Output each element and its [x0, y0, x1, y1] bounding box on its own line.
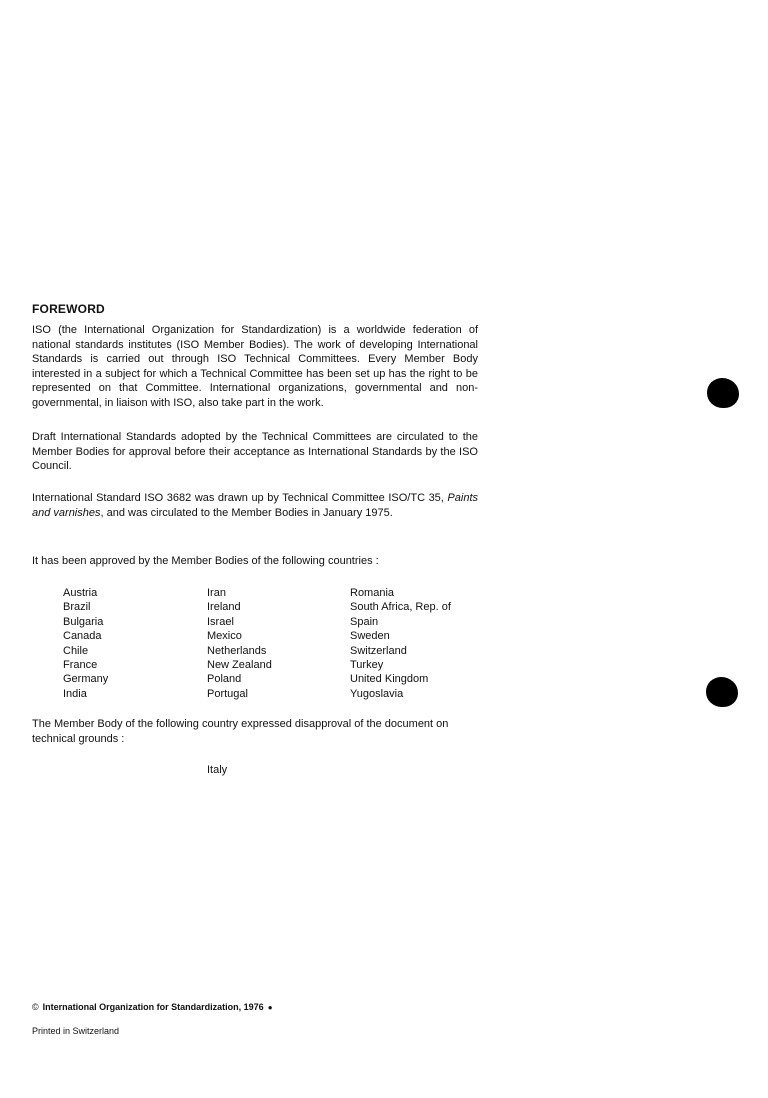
country-name: Romania: [350, 587, 395, 599]
country-name: Spain: [350, 615, 379, 628]
country-name: United Kingdom: [350, 673, 429, 686]
country-name: New Zealand: [207, 659, 272, 672]
standard-text-end: , and was circulated to the Member Bodies in January 1975.: [100, 506, 393, 519]
disapproving-country: Italy: [207, 764, 228, 776]
country-name: France: [63, 659, 98, 672]
countries-column-3: [350, 586, 451, 701]
approval-statement: It has been approved by the Member Bodies of the following countries :: [32, 555, 379, 567]
country-name: Iran: [207, 587, 226, 599]
country-name: Germany: [63, 673, 109, 686]
disapproval-statement: The Member Body of the following country expressed disapproval of the document on technical grounds :: [32, 718, 449, 745]
countries-column-2: [207, 586, 272, 701]
bullet-icon: ●: [267, 1003, 273, 1012]
punch-hole-bottom: [706, 677, 738, 707]
country-name: Yugoslavia: [350, 687, 404, 700]
country-name: Sweden: [350, 630, 390, 643]
foreword-paragraph-standard: [32, 491, 478, 520]
country-name: Switzerland: [350, 644, 407, 657]
country-name: Mexico: [207, 630, 242, 643]
country-name: Chile: [63, 644, 89, 657]
country-name: Portugal: [207, 687, 248, 700]
copyright-notice: [32, 1002, 273, 1012]
country-name: Bulgaria: [63, 615, 104, 628]
committee-title: Paints and varnishes: [32, 492, 478, 519]
standard-text-start: International Standard ISO 3682 was drawn up by Technical Committee ISO/TC 35,: [32, 492, 448, 504]
countries-column-1: [63, 586, 108, 701]
copyright-text: International Organization for Standardization, 1976: [42, 1002, 264, 1012]
country-name: Ireland: [207, 601, 241, 614]
country-name: Turkey: [350, 659, 384, 672]
country-name: Poland: [207, 673, 242, 686]
country-name: Netherlands: [207, 644, 267, 657]
foreword-paragraph-iso: ISO (the International Organization for Standardization) is a worldwide federation of national standards institutes (ISO Member Bodies). The work of developing International Standards is carried out through ISO Technical Committees. Every Member Body interested in a subject for which a Technical Committee has been set up has the right to be represented on that Committee. International organizations, governmental and non-governmental, in liaison with ISO, also take part in the work.: [32, 324, 478, 409]
punch-hole-top: [707, 378, 739, 408]
country-name: Israel: [207, 615, 234, 628]
country-name: Austria: [63, 587, 98, 599]
country-name: Canada: [63, 630, 102, 643]
country-name: Brazil: [63, 601, 91, 614]
foreword-heading: FOREWORD: [32, 302, 105, 316]
foreword-paragraph-draft: Draft International Standards adopted by the Technical Committees are circulated to the Member Bodies for approval before their acceptance as International Standards by the ISO Council.: [32, 431, 478, 472]
copyright-icon: ©: [32, 1002, 39, 1012]
country-name: India: [63, 687, 87, 700]
printed-location: Printed in Switzerland: [32, 1026, 120, 1036]
country-name: South Africa, Rep. of: [350, 601, 451, 614]
